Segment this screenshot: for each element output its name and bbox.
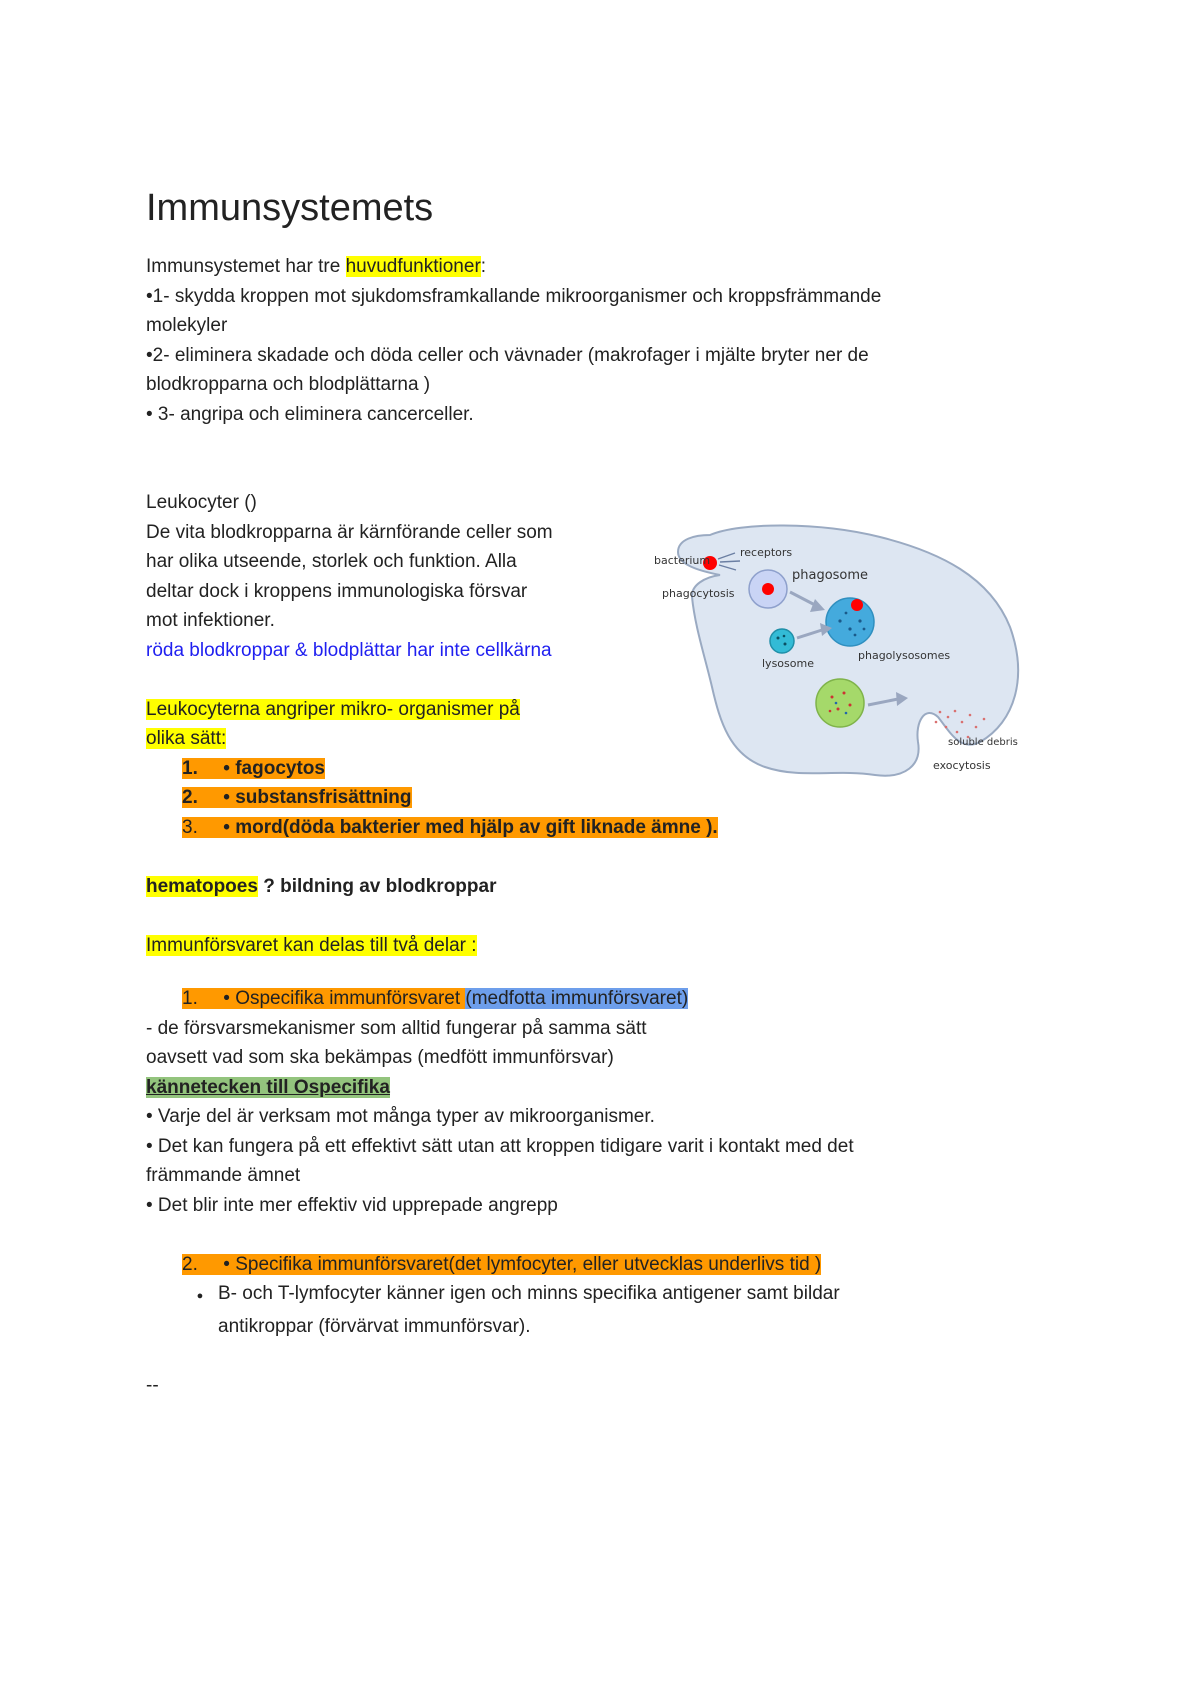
function-2-line-a: •2- eliminera skadade och döda celler och vävnader (makrofager i mjälte bryter ner de xyxy=(146,344,869,366)
label-phagocytosis: phagocytosis xyxy=(662,587,735,600)
attack-item-2-text: • substansfrisättning xyxy=(218,787,412,808)
intro-lead xyxy=(146,252,1076,282)
ospecifika-desc-1: - de försvarsmekanismer som alltid fungerar på samma sätt xyxy=(146,1017,647,1039)
late-vesicle xyxy=(816,679,864,727)
lysosome-vesicle xyxy=(770,629,794,653)
label-phagolysosomes: phagolysosomes xyxy=(858,649,951,662)
ospecifika-label-medfotta: (medfotta immunförsvaret) xyxy=(465,988,689,1009)
ospecifika-bullet-2b: främmande ämnet xyxy=(146,1165,301,1186)
leukocyter-line-4: mot infektioner. xyxy=(146,610,275,631)
specifika-bullet-line-a xyxy=(146,1279,1076,1312)
attack-line-1 xyxy=(146,695,666,725)
label-exocytosis: exocytosis xyxy=(933,759,991,772)
intro-lead-text: Immunsystemet har tre xyxy=(146,256,346,277)
attack-item-3-number: 3. xyxy=(182,816,198,838)
function-1-line-b: molekyler xyxy=(146,315,228,336)
ospecifika-subheading xyxy=(146,1073,1076,1103)
ospecifika-bullet-1: • Varje del är verksam mot många typer av mikroorganismer. xyxy=(146,1106,655,1127)
leukocyter-heading: Leukocyter () xyxy=(146,492,257,513)
leukocyter-line-1: De vita blodkropparna är kärnförande celler som xyxy=(146,521,553,543)
ospecifika-heading-line xyxy=(146,984,1076,1014)
divide-text: Immunförsvaret kan delas till två delar : xyxy=(146,934,477,956)
attack-item-1 xyxy=(146,754,666,784)
attack-line-2-text: olika sätt: xyxy=(146,728,227,749)
phagocytosis-diagram xyxy=(650,517,1030,785)
ospecifika-subheading-text: kännetecken till Ospecifika xyxy=(146,1076,390,1098)
specifika-number: 2. xyxy=(182,1253,198,1275)
label-receptors: receptors xyxy=(740,546,793,559)
specifika-heading-line xyxy=(146,1250,1076,1280)
attack-item-1-number: 1. xyxy=(182,757,198,779)
ospecifika-desc-2: oavsett vad som ska bekämpas (medfött immunförsvar) xyxy=(146,1047,614,1068)
ospecifika-section xyxy=(146,984,1076,1400)
specifika-bullet-line-b: antikroppar (förvärvat immunförsvar). xyxy=(218,1315,531,1337)
intro-lead-colon: : xyxy=(480,256,487,277)
leukocyter-line-3: deltar dock i kroppens immunologiska försvar xyxy=(146,580,528,602)
function-2-line-b: blodkropparna och blodplättarna ) xyxy=(146,374,431,395)
hematopoes-definition: ? bildning av blodkroppar xyxy=(257,875,497,897)
ospecifika-number: 1. xyxy=(182,988,198,1009)
attack-item-1-text: • fagocytos xyxy=(218,757,325,779)
attack-item-2-number: 2. xyxy=(182,787,198,808)
specifika-bullet-text-a: B- och T-lymfocyter känner igen och minns specifika antigener samt bildar xyxy=(218,1283,840,1304)
ospecifika-label: • Ospecifika immunförsvaret xyxy=(218,988,466,1009)
divide-line xyxy=(146,931,666,961)
red-cells-note: röda blodkroppar & blodplättar har inte cellkärna xyxy=(146,639,552,661)
attack-item-3-text: • mord(döda bakterier med hjälp av gift liknade ämne ). xyxy=(218,816,718,838)
leukocyter-line-2: har olika utseende, storlek och funktion. Alla xyxy=(146,551,517,572)
function-3-line: • 3- angripa och eliminera cancerceller. xyxy=(146,403,474,425)
attack-item-2 xyxy=(146,783,666,813)
function-1-line-a: •1- skydda kroppen mot sjukdomsframkallande mikroorganismer och kroppsfrämmande xyxy=(146,285,882,307)
phagosome-bacterium-dot xyxy=(762,583,774,595)
attack-item-3 xyxy=(146,813,718,843)
page-title: Immunsystemets xyxy=(146,187,434,229)
end-dashes: -- xyxy=(146,1374,159,1396)
label-lysosome: lysosome xyxy=(762,657,814,670)
phagolysosome-vesicle xyxy=(826,598,874,646)
hematopoes-line xyxy=(146,872,666,902)
phagolysosome-bacterium-dot xyxy=(851,599,863,611)
specifika-label: • Specifika immunförsvaret(det lymfocyter, eller utvecklas underlivs tid ) xyxy=(218,1253,822,1275)
label-phagosome: phagosome xyxy=(792,568,869,583)
hematopoes-term: hematopoes xyxy=(146,875,258,897)
label-bacterium: bacterium xyxy=(654,554,711,567)
intro-section xyxy=(146,252,1076,429)
ospecifika-bullet-2a: • Det kan fungera på ett effektivt sätt utan att kroppen tidigare varit i kontakt med det xyxy=(146,1135,854,1157)
ospecifika-bullet-3: • Det blir inte mer effektiv vid upprepade angrepp xyxy=(146,1194,558,1216)
label-soluble-debris: soluble debris xyxy=(948,737,1018,748)
attack-line-1-text: Leukocyterna angriper mikro- organismer på xyxy=(146,698,520,720)
bullet-icon: ● xyxy=(196,1290,204,1302)
highlight-huvudfunktioner: huvudfunktioner xyxy=(345,256,481,277)
attack-line-2 xyxy=(146,724,666,754)
